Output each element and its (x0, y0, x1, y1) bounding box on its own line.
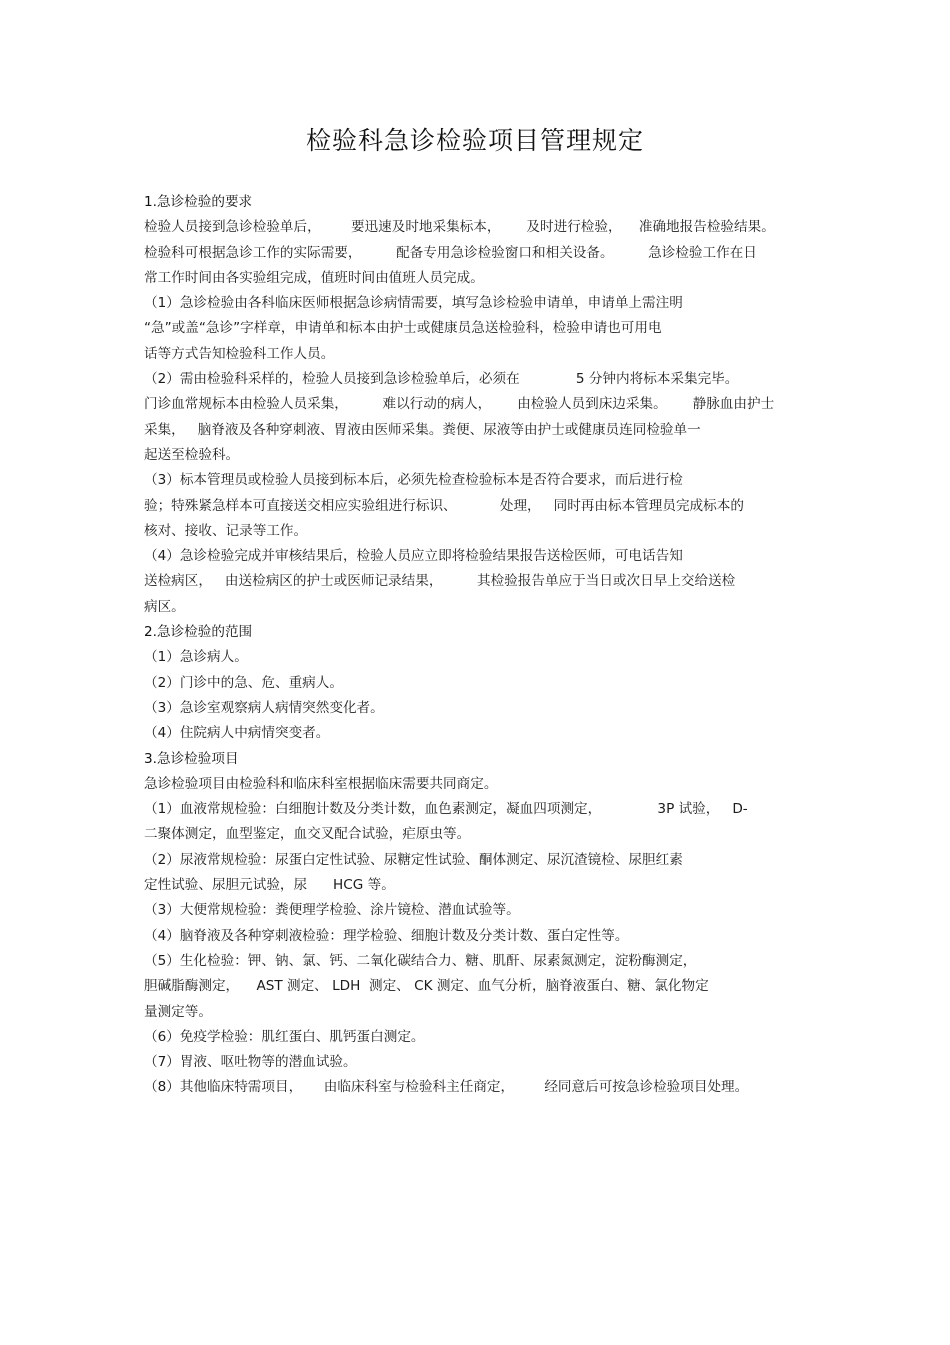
section-heading: 2.急诊检验的范围 (144, 624, 253, 641)
paragraph-line: （2）需由检验科采样的，检验人员接到急诊检验单后，必须在 5 分钟内将标本采集完毕。 (144, 371, 739, 388)
paragraph-line: （5）生化检验：钾、钠、氯、钙、二氧化碳结合力、糖、肌酐、尿素氮测定，淀粉酶测定， (144, 952, 697, 969)
paragraph-line: 急诊检验项目由检验科和临床科室根据临床需要共同商定。 (144, 775, 498, 792)
document-title: 检验科急诊检验项目管理规定 (305, 126, 644, 155)
paragraph-line: （4）住院病人中病情突变者。 (144, 725, 330, 742)
paragraph-line: （3）标本管理员或检验人员接到标本后，必须先检查检验标本是否符合要求，而后进行检 (144, 472, 683, 489)
paragraph-line: 常工作时间由各实验组完成，值班时间由值班人员完成。 (144, 269, 484, 286)
paragraph-line: 核对、接收、记录等工作。 (144, 522, 308, 539)
paragraph-line: 门诊血常规标本由检验人员采集， 难以行动的病人， 由检验人员到床边采集。 静脉血由护士 (144, 396, 775, 413)
paragraph-line: （3）急诊室观察病人病情突然变化者。 (144, 699, 384, 716)
paragraph-line: （6）免疫学检验：肌红蛋白、肌钙蛋白测定。 (144, 1028, 425, 1045)
paragraph-line: （1）急诊检验由各科临床医师根据急诊病情需要，填写急诊检验申请单，申请单上需注明 (144, 295, 683, 312)
paragraph-line: 胆碱脂酶测定， AST 测定、 LDH 测定、 CK 测定、血气分析，脑脊液蛋白、糖、氯化物定 (144, 978, 709, 995)
paragraph-line: （1）血液常规检验：白细胞计数及分类计数，血色素测定，凝血四项测定， 3P 试验， D- (144, 801, 748, 818)
paragraph-line: 量测定等。 (144, 1003, 212, 1020)
paragraph-line: 检验科可根据急诊工作的实际需要， 配备专用急诊检验窗口和相关设备。 急诊检验工作在日 (144, 244, 757, 261)
section-heading: 1.急诊检验的要求 (144, 194, 253, 210)
document-body (144, 190, 824, 1101)
paragraph-line: （2）门诊中的急、危、重病人。 (144, 674, 343, 691)
paragraph-line: 送检病区， 由送检病区的护士或医师记录结果， 其检验报告单应于当日或次日早上交给送检 (144, 573, 736, 590)
paragraph-line: 定性试验、尿胆元试验，尿 HCG 等。 (144, 877, 395, 894)
paragraph-line: “急”或盖“急诊”字样章，申请单和标本由护士或健康员急送检验科，检验申请也可用电 (144, 320, 662, 337)
paragraph-line: 二聚体测定，血型鉴定，血交叉配合试验，疟原虫等。 (144, 826, 471, 843)
paragraph-line: （7）胃液、呕吐物等的潜血试验。 (144, 1054, 357, 1071)
paragraph-line: 验；特殊紧急样本可直接送交相应实验组进行标识、 处理， 同时再由标本管理员完成标本的 (144, 497, 744, 514)
paragraph-line: 话等方式告知检验科工作人员。 (144, 345, 335, 362)
paragraph-line: （4）急诊检验完成并审核结果后，检验人员应立即将检验结果报告送检医师，可电话告知 (144, 548, 683, 565)
paragraph-line: （1）急诊病人。 (144, 649, 248, 666)
paragraph-line: 采集， 脑脊液及各种穿刺液、胃液由医师采集。粪便、尿液等由护士或健康员连同检验单一 (144, 421, 701, 438)
paragraph-line: （2）尿液常规检验：尿蛋白定性试验、尿糖定性试验、酮体测定、尿沉渣镜检、尿胆红素 (144, 851, 683, 868)
paragraph-line: （4）脑脊液及各种穿刺液检验：理学检验、细胞计数及分类计数、蛋白定性等。 (144, 927, 629, 944)
paragraph-line: （8）其他临床特需项目， 由临床科室与检验科主任商定， 经同意后可按急诊检验项目处理。 (144, 1079, 749, 1096)
paragraph-line: 病区。 (144, 598, 185, 615)
paragraph-line: （3）大便常规检验：粪便理学检验、涂片镜检、潜血试验等。 (144, 902, 520, 919)
paragraph-line: 检验人员接到急诊检验单后， 要迅速及时地采集标本， 及时进行检验， 准确地报告检验结果。 (144, 219, 775, 236)
section-heading: 3.急诊检验项目 (144, 750, 239, 767)
paragraph-line: 起送至检验科。 (144, 446, 240, 463)
